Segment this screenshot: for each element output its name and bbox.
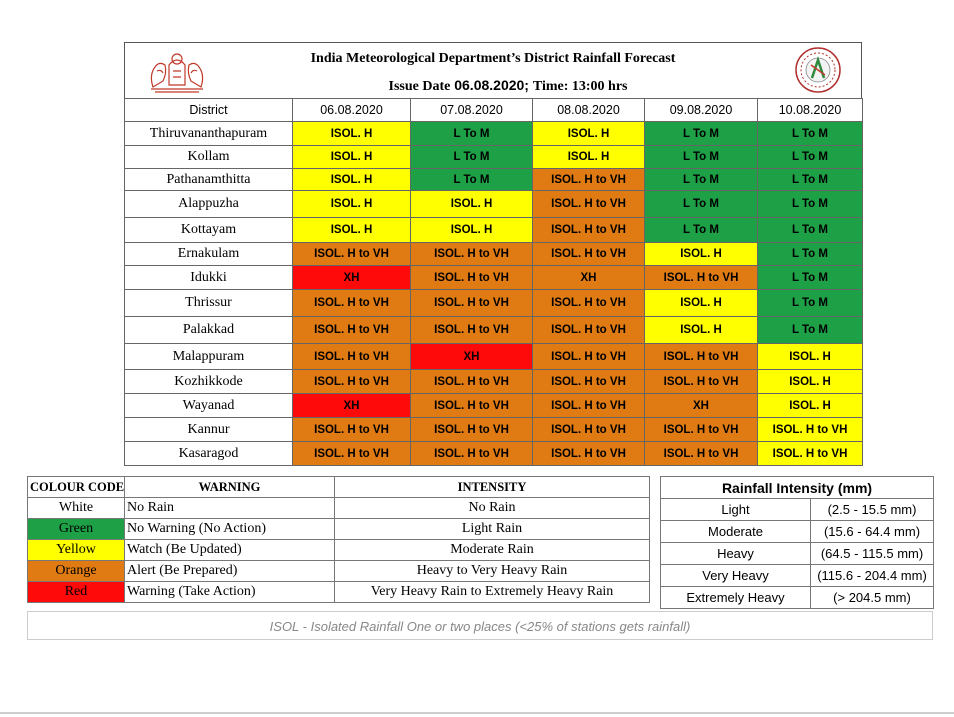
- forecast-cell: ISOL. H: [293, 122, 411, 146]
- footnote: ISOL - Isolated Rainfall One or two places (<25% of stations gets rainfall): [269, 619, 691, 634]
- table-row: [661, 499, 934, 521]
- forecast-cell: ISOL. H to VH: [411, 418, 533, 442]
- forecast-cell: ISOL. H to VH: [645, 344, 758, 370]
- forecast-cell: XH: [533, 266, 645, 290]
- table-row: [28, 540, 650, 561]
- date-header: 09.08.2020: [645, 99, 758, 122]
- forecast-cell: ISOL. H to VH: [411, 394, 533, 418]
- date-header: 07.08.2020: [411, 99, 533, 122]
- forecast-cell: L To M: [758, 290, 863, 317]
- colour-code-cell: Yellow: [28, 540, 125, 561]
- district-name: Kannur: [125, 418, 293, 442]
- table-row: [28, 498, 650, 519]
- intensity-cell: No Rain: [335, 498, 650, 519]
- forecast-cell: XH: [293, 266, 411, 290]
- table-row: [28, 582, 650, 603]
- forecast-cell: L To M: [645, 122, 758, 146]
- rainfall-intensity-table: [660, 476, 934, 609]
- forecast-cell: ISOL. H to VH: [533, 218, 645, 243]
- issue-label: Issue Date: [388, 79, 451, 94]
- forecast-cell: L To M: [411, 146, 533, 169]
- intensity-cell: Heavy to Very Heavy Rain: [335, 561, 650, 582]
- forecast-cell: ISOL. H to VH: [293, 442, 411, 466]
- table-row: [125, 122, 863, 146]
- forecast-cell: ISOL. H to VH: [293, 344, 411, 370]
- district-name: Idukki: [125, 266, 293, 290]
- table-row: [125, 344, 863, 370]
- table-row: [125, 317, 863, 344]
- forecast-cell: ISOL. H to VH: [411, 370, 533, 394]
- forecast-table: [124, 98, 863, 466]
- date-header: 06.08.2020: [293, 99, 411, 122]
- intensity-label: Light: [661, 499, 811, 521]
- issue-line: [125, 77, 861, 95]
- intensity-cell: Very Heavy Rain to Extremely Heavy Rain: [335, 582, 650, 603]
- forecast-cell: ISOL. H to VH: [293, 243, 411, 266]
- forecast-cell: ISOL. H to VH: [411, 317, 533, 344]
- forecast-cell: L To M: [758, 243, 863, 266]
- table-row: [661, 587, 934, 609]
- forecast-cell: ISOL. H to VH: [533, 191, 645, 218]
- intensity-range: (115.6 - 204.4 mm): [811, 565, 934, 587]
- forecast-title: India Meteorological Department’s District Rainfall Forecast: [310, 51, 676, 66]
- intensity-range: (> 204.5 mm): [811, 587, 934, 609]
- forecast-cell: ISOL. H to VH: [533, 442, 645, 466]
- date-header: 10.08.2020: [758, 99, 863, 122]
- forecast-cell: ISOL. H to VH: [411, 266, 533, 290]
- date-header: 08.08.2020: [533, 99, 645, 122]
- forecast-cell: XH: [411, 344, 533, 370]
- colour-code-cell: Red: [28, 582, 125, 603]
- district-name: Thiruvananthapuram: [125, 122, 293, 146]
- district-name: Palakkad: [125, 317, 293, 344]
- warning-cell: No Rain: [125, 498, 335, 519]
- intensity-label: Heavy: [661, 543, 811, 565]
- table-row: [28, 561, 650, 582]
- forecast-cell: ISOL. H to VH: [293, 418, 411, 442]
- forecast-cell: ISOL. H to VH: [533, 290, 645, 317]
- forecast-cell: L To M: [645, 191, 758, 218]
- issue-date: 06.08.2020;: [454, 77, 529, 93]
- intensity-cell: Moderate Rain: [335, 540, 650, 561]
- forecast-cell: ISOL. H to VH: [645, 266, 758, 290]
- district-name: Malappuram: [125, 344, 293, 370]
- district-name: Kottayam: [125, 218, 293, 243]
- forecast-header-row: [125, 99, 863, 122]
- table-row: [125, 394, 863, 418]
- district-name: Ernakulam: [125, 243, 293, 266]
- forecast-cell: ISOL. H to VH: [645, 418, 758, 442]
- intensity-range: (64.5 - 115.5 mm): [811, 543, 934, 565]
- forecast-cell: ISOL. H to VH: [758, 418, 863, 442]
- district-name: Wayanad: [125, 394, 293, 418]
- district-name: Kozhikkode: [125, 370, 293, 394]
- divider: [0, 712, 954, 714]
- intensity-range: (15.6 - 64.4 mm): [811, 521, 934, 543]
- forecast-cell: ISOL. H to VH: [758, 442, 863, 466]
- intensity-label: Moderate: [661, 521, 811, 543]
- warning-cell: Watch (Be Updated): [125, 540, 335, 561]
- table-row: [661, 543, 934, 565]
- forecast-cell: XH: [293, 394, 411, 418]
- forecast-cell: L To M: [758, 266, 863, 290]
- district-header: District: [125, 99, 293, 122]
- forecast-cell: ISOL. H to VH: [533, 418, 645, 442]
- forecast-cell: ISOL. H: [645, 290, 758, 317]
- forecast-cell: ISOL. H to VH: [293, 317, 411, 344]
- forecast-cell: ISOL. H: [758, 344, 863, 370]
- district-name: Kasaragod: [125, 442, 293, 466]
- forecast-cell: L To M: [645, 146, 758, 169]
- forecast-cell: L To M: [411, 122, 533, 146]
- table-row: [125, 169, 863, 191]
- forecast-cell: ISOL. H to VH: [411, 442, 533, 466]
- forecast-cell: ISOL. H to VH: [533, 243, 645, 266]
- district-name: Kollam: [125, 146, 293, 169]
- forecast-cell: ISOL. H to VH: [645, 370, 758, 394]
- intensity-label: Very Heavy: [661, 565, 811, 587]
- forecast-cell: L To M: [758, 317, 863, 344]
- forecast-cell: L To M: [758, 218, 863, 243]
- forecast-cell: L To M: [411, 169, 533, 191]
- forecast-cell: ISOL. H to VH: [533, 370, 645, 394]
- forecast-cell: ISOL. H: [293, 218, 411, 243]
- forecast-cell: ISOL. H: [645, 317, 758, 344]
- colour-code-table: [27, 476, 650, 603]
- forecast-cell: ISOL. H to VH: [293, 290, 411, 317]
- forecast-cell: ISOL. H: [411, 191, 533, 218]
- colour-code-cell: White: [28, 498, 125, 519]
- forecast-cell: ISOL. H: [758, 370, 863, 394]
- table-row: [125, 243, 863, 266]
- forecast-cell: ISOL. H to VH: [533, 169, 645, 191]
- warning-cell: Alert (Be Prepared): [125, 561, 335, 582]
- forecast-cell: ISOL. H: [645, 243, 758, 266]
- forecast-cell: ISOL. H: [533, 146, 645, 169]
- forecast-header: [124, 42, 862, 98]
- table-row: [125, 442, 863, 466]
- forecast-cell: ISOL. H to VH: [411, 290, 533, 317]
- forecast-cell: L To M: [758, 146, 863, 169]
- forecast-cell: XH: [645, 394, 758, 418]
- intensity-header: INTENSITY: [335, 477, 650, 498]
- forecast-cell: ISOL. H to VH: [411, 243, 533, 266]
- table-row: [125, 191, 863, 218]
- forecast-cell: L To M: [758, 191, 863, 218]
- imd-logo-icon: [793, 45, 843, 95]
- rainfall-intensity-title: Rainfall Intensity (mm): [661, 477, 934, 499]
- warning-header: WARNING: [125, 477, 335, 498]
- table-row: [28, 519, 650, 540]
- intensity-label: Extremely Heavy: [661, 587, 811, 609]
- forecast-cell: ISOL. H to VH: [533, 394, 645, 418]
- district-name: Thrissur: [125, 290, 293, 317]
- forecast-cell: ISOL. H: [293, 191, 411, 218]
- table-row: [125, 146, 863, 169]
- warning-cell: No Warning (No Action): [125, 519, 335, 540]
- forecast-cell: L To M: [645, 218, 758, 243]
- table-row: [125, 370, 863, 394]
- forecast-cell: ISOL. H: [533, 122, 645, 146]
- table-row: [661, 521, 934, 543]
- table-row: [125, 418, 863, 442]
- table-row: [125, 266, 863, 290]
- forecast-cell: ISOL. H to VH: [533, 344, 645, 370]
- issue-time: Time: 13:00 hrs: [532, 79, 628, 94]
- forecast-cell: ISOL. H: [293, 146, 411, 169]
- forecast-cell: ISOL. H to VH: [645, 442, 758, 466]
- forecast-cell: L To M: [645, 169, 758, 191]
- warning-cell: Warning (Take Action): [125, 582, 335, 603]
- colour-code-cell: Orange: [28, 561, 125, 582]
- table-row: [125, 290, 863, 317]
- intensity-cell: Light Rain: [335, 519, 650, 540]
- forecast-cell: L To M: [758, 122, 863, 146]
- intensity-range: (2.5 - 15.5 mm): [811, 499, 934, 521]
- district-name: Alappuzha: [125, 191, 293, 218]
- colour-code-header: COLOUR CODE: [28, 477, 125, 498]
- forecast-cell: ISOL. H: [293, 169, 411, 191]
- table-row: [125, 218, 863, 243]
- forecast-cell: ISOL. H to VH: [293, 370, 411, 394]
- forecast-cell: ISOL. H: [758, 394, 863, 418]
- table-row: [661, 565, 934, 587]
- district-name: Pathanamthitta: [125, 169, 293, 191]
- forecast-cell: ISOL. H: [411, 218, 533, 243]
- forecast-cell: L To M: [758, 169, 863, 191]
- forecast-cell: ISOL. H to VH: [533, 317, 645, 344]
- footnote-box: [27, 611, 933, 640]
- colour-code-cell: Green: [28, 519, 125, 540]
